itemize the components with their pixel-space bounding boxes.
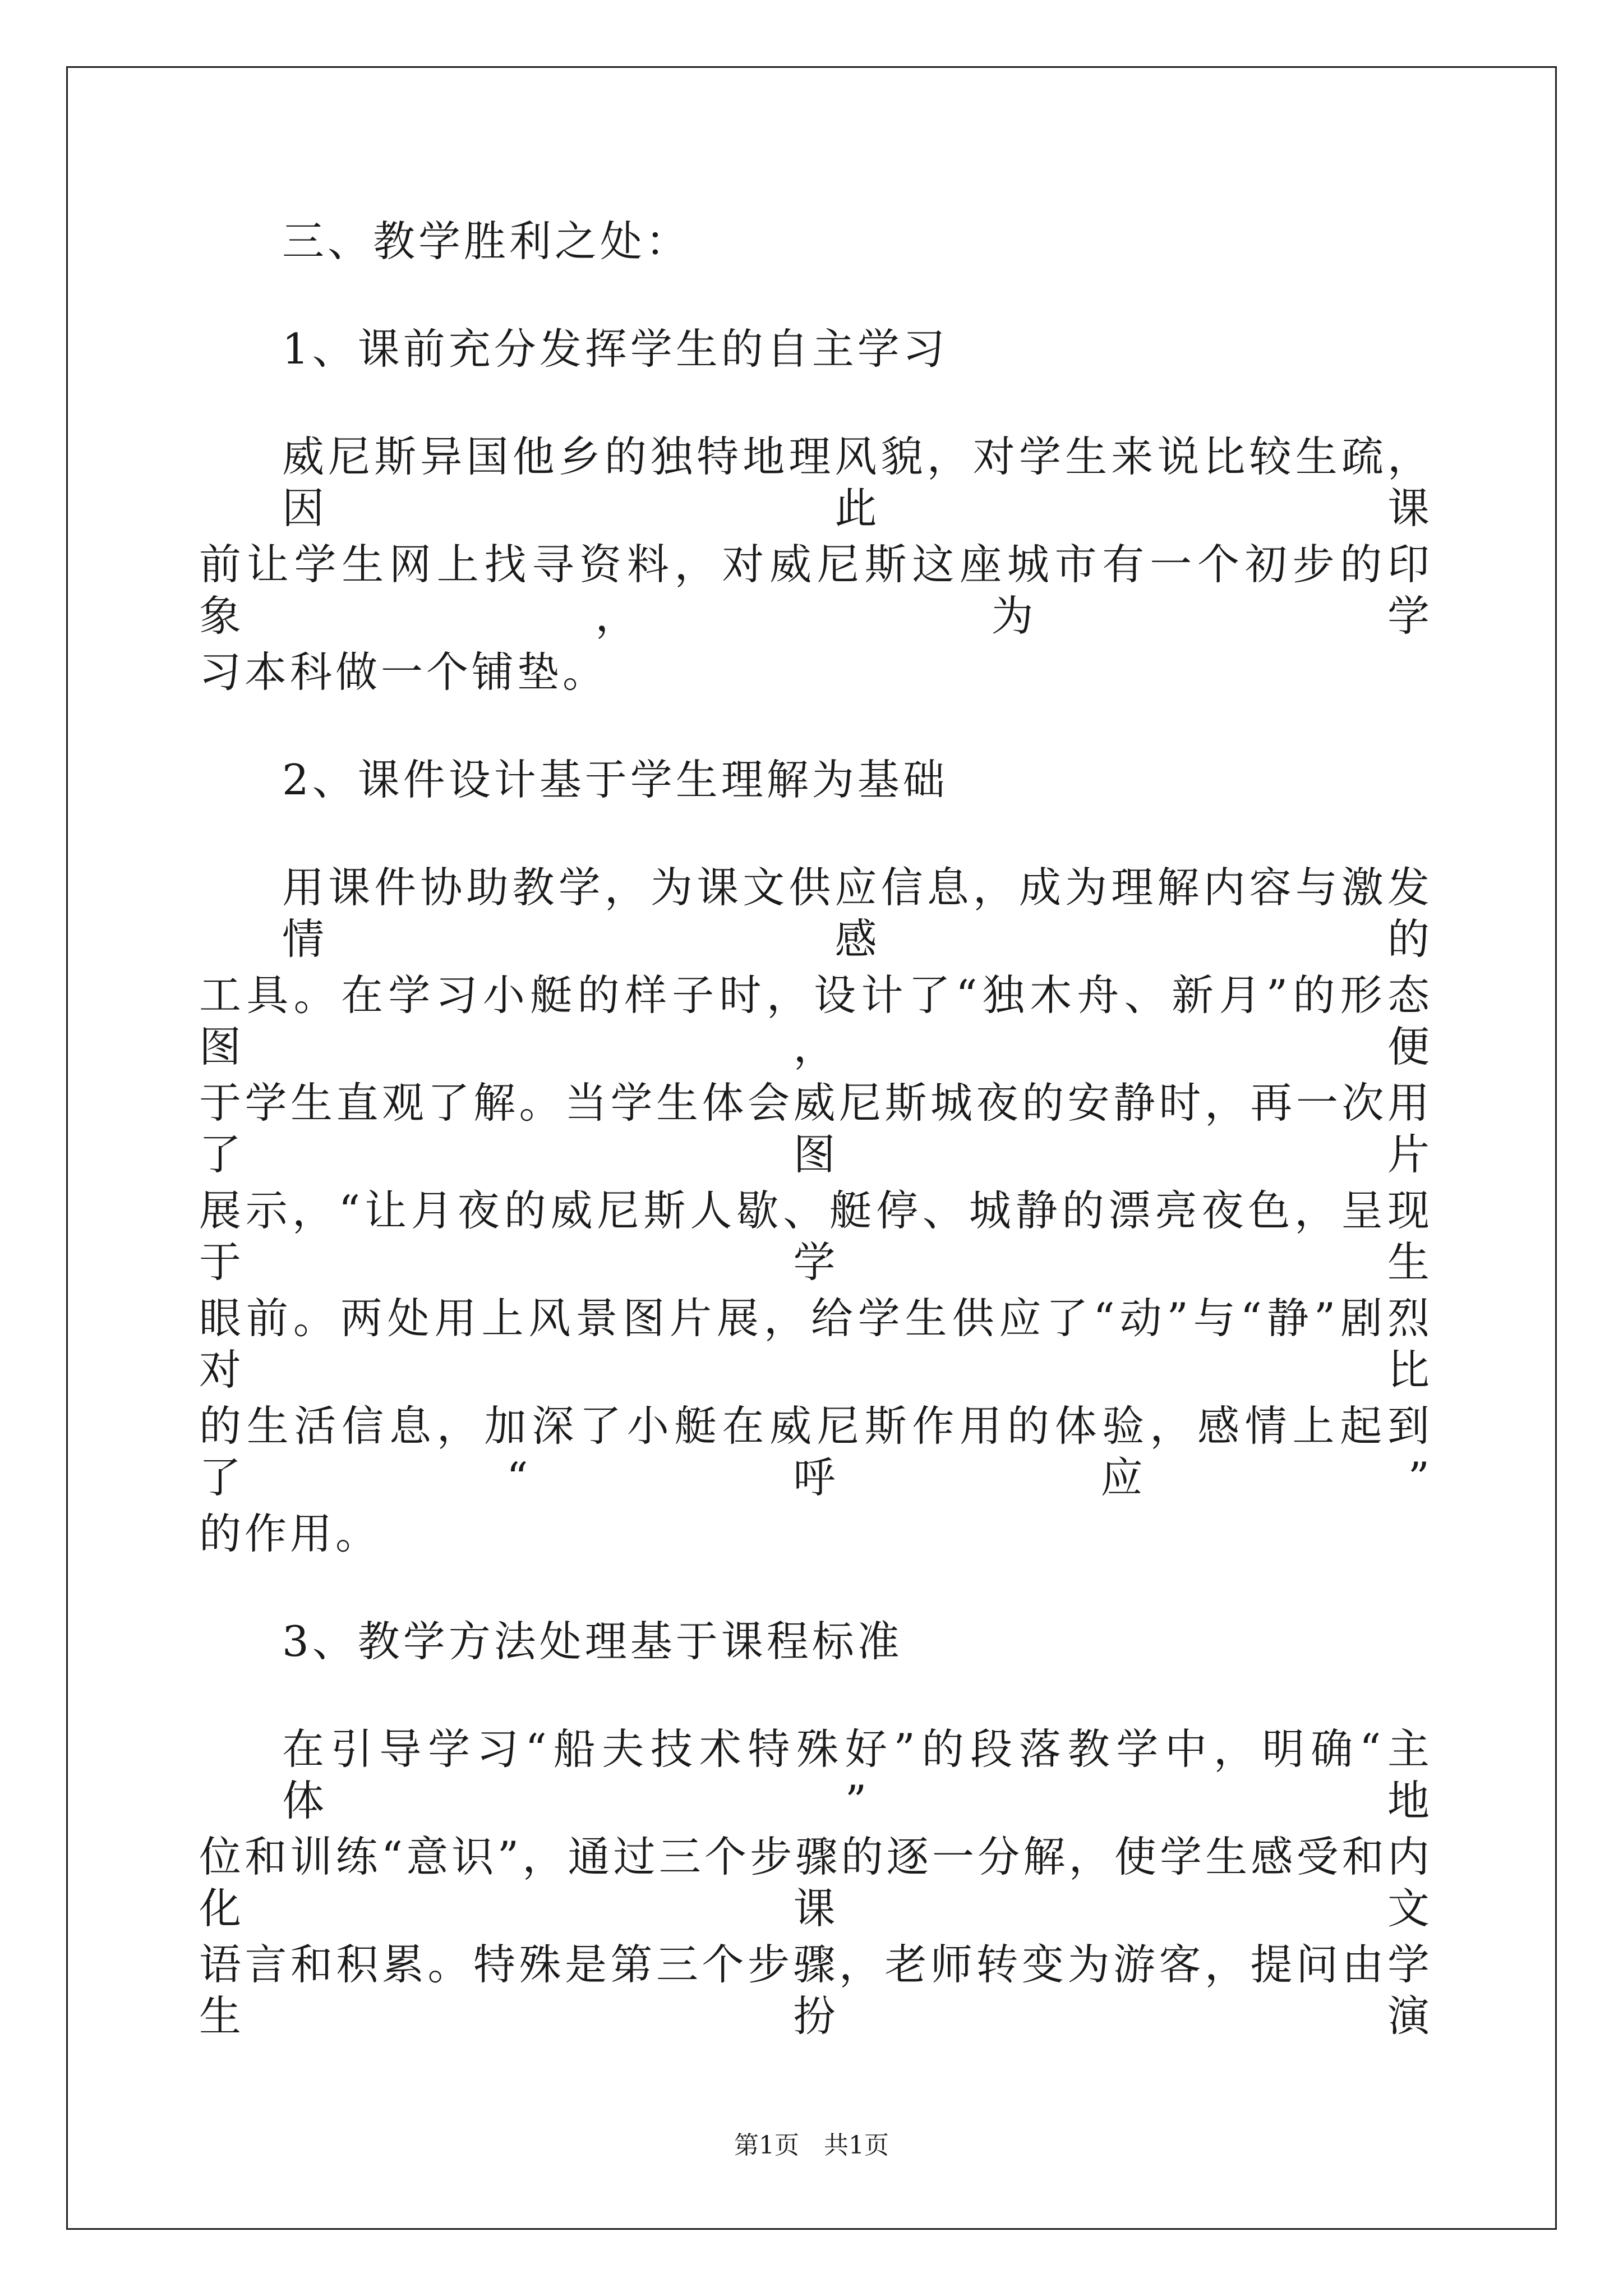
paragraph-line: 前让学生网上找寻资料，对威尼斯这座城市有一个初步的印象，为学 [199,540,1433,641]
paragraph-line: 在引导学习“船夫技术特殊好”的段落教学中，明确“主体”地 [282,1724,1433,1825]
paragraph-line: 的作用。 [199,1509,381,1558]
paragraph-line: 的生活信息，加深了小艇在威尼斯作用的体验，感情上起到了“呼应” [199,1401,1433,1502]
section-heading: 三、教学胜利之处： [282,217,691,266]
paragraph-line: 位和训练“意识”，通过三个步骤的逐一分解，使学生感受和内化课文 [199,1832,1433,1933]
subheading-3: 3、教学方法处理基于课程标准 [282,1617,903,1666]
paragraph-line: 用课件协助教学，为课文供应信息，成为理解内容与激发情感的 [282,863,1433,964]
paragraph-line: 语言和积累。特殊是第三个步骤，老师转变为游客，提问由学生扮演 [199,1940,1433,2041]
page-footer: 第1页 共1页 [734,2131,889,2160]
paragraph-line: 威尼斯异国他乡的独特地理风貌，对学生来说比较生疏，因此课 [282,432,1433,533]
paragraph-line: 工具。在学习小艇的样子时，设计了“独木舟、新月”的形态图，便 [199,970,1433,1071]
subheading-1: 1、课前充分发挥学生的自主学习 [282,324,948,374]
paragraph-line: 眼前。两处用上风景图片展，给学生供应了“动”与“静”剧烈对比 [199,1294,1433,1395]
paragraph-line: 习本科做一个铺垫。 [199,647,608,697]
paragraph-line: 展示，“让月夜的威尼斯人歇、艇停、城静的漂亮夜色，呈现于学生 [199,1186,1433,1287]
paragraph-line: 于学生直观了解。当学生体会威尼斯城夜的安静时，再一次用了图片 [199,1078,1433,1179]
subheading-2: 2、课件设计基于学生理解为基础 [282,755,948,804]
